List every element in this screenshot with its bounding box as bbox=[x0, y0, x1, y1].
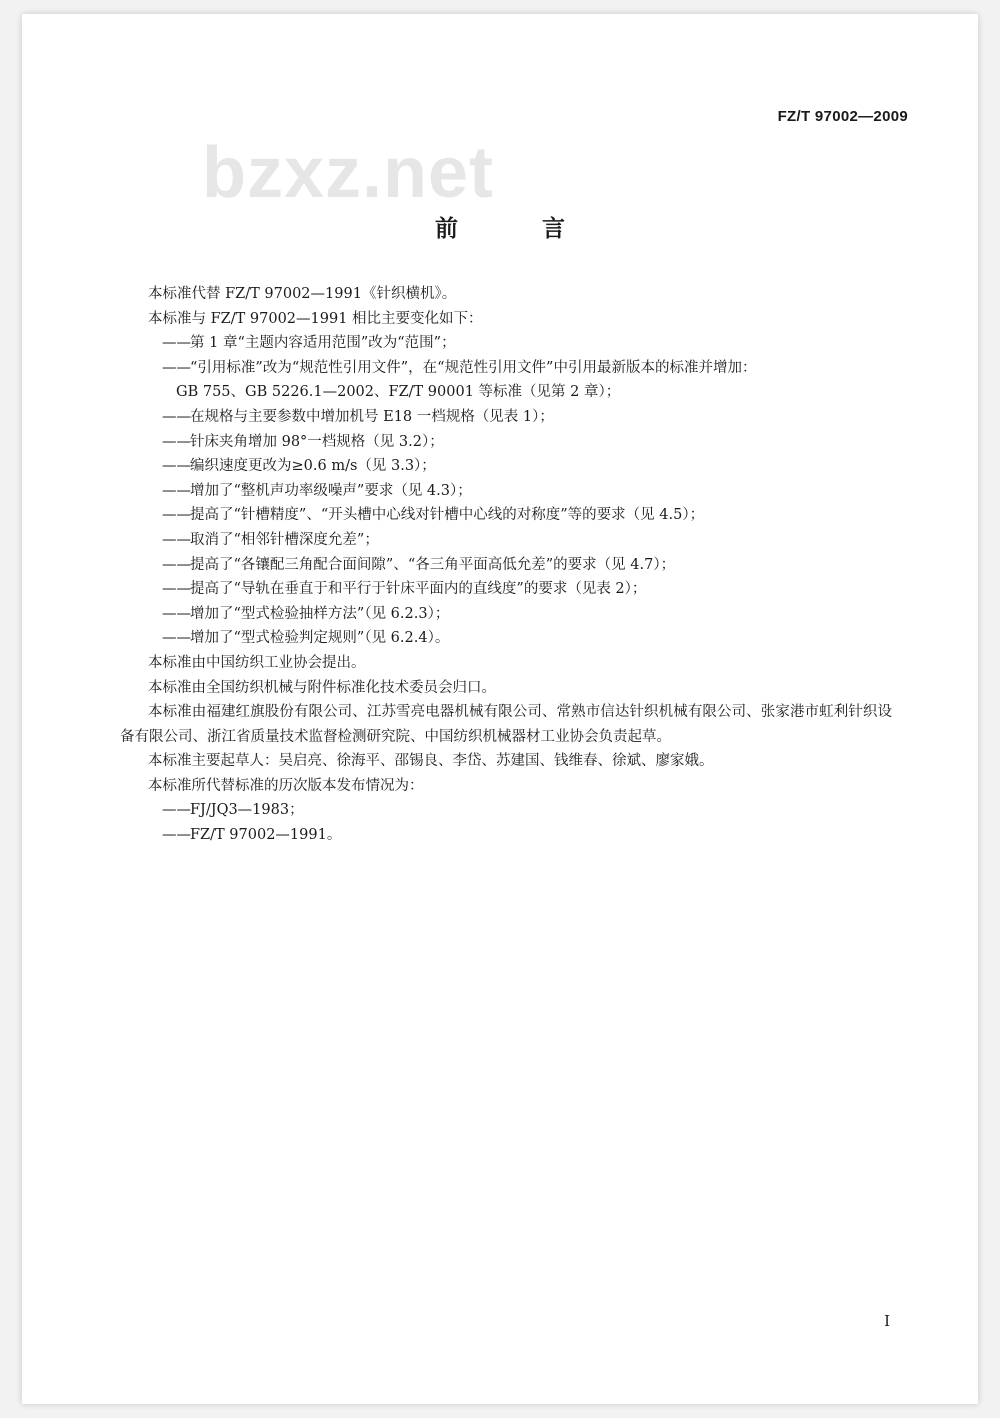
change-text: 提高了“导轨在垂直于和平行于针床平面内的直线度”的要求（见表 2）； bbox=[190, 581, 647, 598]
dash-marker: —— bbox=[162, 433, 191, 450]
change-text: “引用标准”改为“规范性引用文件”，在“规范性引用文件”中引用最新版本的标准并增加： bbox=[190, 359, 757, 376]
dash-marker: —— bbox=[162, 507, 191, 524]
change-text-continued: GB 755、GB 5226.1—2002、FZ/T 90001 等标准（见第 2 章）； bbox=[176, 384, 621, 401]
dash-marker: —— bbox=[162, 531, 191, 548]
paragraph-history-intro: 本标准所代替标准的历次版本发布情况为： bbox=[148, 777, 424, 794]
change-item bbox=[120, 405, 892, 430]
paragraph-intro-changes: 本标准与 FZ/T 97002—1991 相比主要变化如下： bbox=[148, 310, 483, 327]
page-number: I bbox=[884, 1312, 890, 1330]
history-text: FZ/T 97002—1991。 bbox=[190, 827, 342, 844]
history-item bbox=[120, 823, 892, 848]
change-item bbox=[120, 577, 892, 602]
dash-marker: —— bbox=[162, 335, 191, 352]
dash-marker: —— bbox=[162, 408, 191, 425]
change-item bbox=[120, 503, 892, 528]
change-item bbox=[120, 331, 892, 356]
history-item bbox=[120, 798, 892, 823]
change-item bbox=[120, 602, 892, 627]
change-text: 增加了“整机声功率级噪声”要求（见 4.3）； bbox=[190, 482, 472, 499]
change-text: 提高了“针槽精度”、“开头槽中心线对针槽中心线的对称度”等的要求（见 4.5）； bbox=[190, 507, 705, 524]
change-text: 编织速度更改为≥0.6 m/s（见 3.3）； bbox=[190, 458, 436, 475]
change-item bbox=[120, 553, 892, 578]
change-text: 取消了“相邻针槽深度允差”； bbox=[190, 531, 379, 548]
dash-marker: —— bbox=[162, 556, 191, 573]
change-text: 增加了“型式检验抽样方法”（见 6.2.3）； bbox=[190, 605, 450, 622]
dash-marker: —— bbox=[162, 359, 191, 376]
dash-marker: —— bbox=[162, 827, 191, 844]
change-item bbox=[120, 430, 892, 455]
change-item bbox=[120, 528, 892, 553]
dash-marker: —— bbox=[162, 630, 191, 647]
standard-code: FZ/T 97002—2009 bbox=[777, 108, 908, 125]
change-item bbox=[120, 626, 892, 651]
dash-marker: —— bbox=[162, 581, 191, 598]
change-item bbox=[120, 479, 892, 504]
paragraph-centralized-by: 本标准由全国纺织机械与附件标准化技术委员会归口。 bbox=[148, 679, 496, 696]
dash-marker: —— bbox=[162, 458, 191, 475]
page-title: 前 言 bbox=[434, 216, 603, 242]
change-text: 第 1 章“主题内容适用范围”改为“范围”； bbox=[190, 335, 456, 352]
change-text: 提高了“各镶配三角配合面间隙”、“各三角平面高低允差”的要求（见 4.7）； bbox=[190, 556, 676, 573]
document-page bbox=[22, 14, 978, 1404]
preface-body bbox=[120, 282, 892, 848]
paragraph-intro-replace: 本标准代替 FZ/T 97002—1991《针织横机》。 bbox=[148, 286, 457, 302]
watermark: bzxz.net bbox=[202, 133, 495, 213]
history-text: FJ/JQ3—1983； bbox=[190, 802, 304, 819]
dash-marker: —— bbox=[162, 482, 191, 499]
paragraph-drafted-by: 本标准由福建红旗股份有限公司、江苏雪亮电器机械有限公司、常熟市信达针织机械有限公司、张家港市虹利针织设备有限公司、浙江省质量技术监督检测研究院、中国纺织机械器材工业协会负责起草。 bbox=[120, 704, 892, 745]
paragraph-drafters: 本标准主要起草人：吴启亮、徐海平、邵锡良、李岱、苏建国、钱维春、徐斌、廖家娥。 bbox=[148, 753, 714, 770]
change-text: 增加了“型式检验判定规则”（见 6.2.4）。 bbox=[190, 630, 450, 647]
change-item bbox=[120, 356, 892, 405]
paragraph-proposed-by: 本标准由中国纺织工业协会提出。 bbox=[148, 654, 366, 671]
change-text: 针床夹角增加 98°一档规格（见 3.2）； bbox=[190, 433, 444, 450]
dash-marker: —— bbox=[162, 802, 191, 819]
dash-marker: —— bbox=[162, 605, 191, 622]
change-text: 在规格与主要参数中增加机号 E18 一档规格（见表 1）； bbox=[190, 408, 554, 425]
change-item bbox=[120, 454, 892, 479]
